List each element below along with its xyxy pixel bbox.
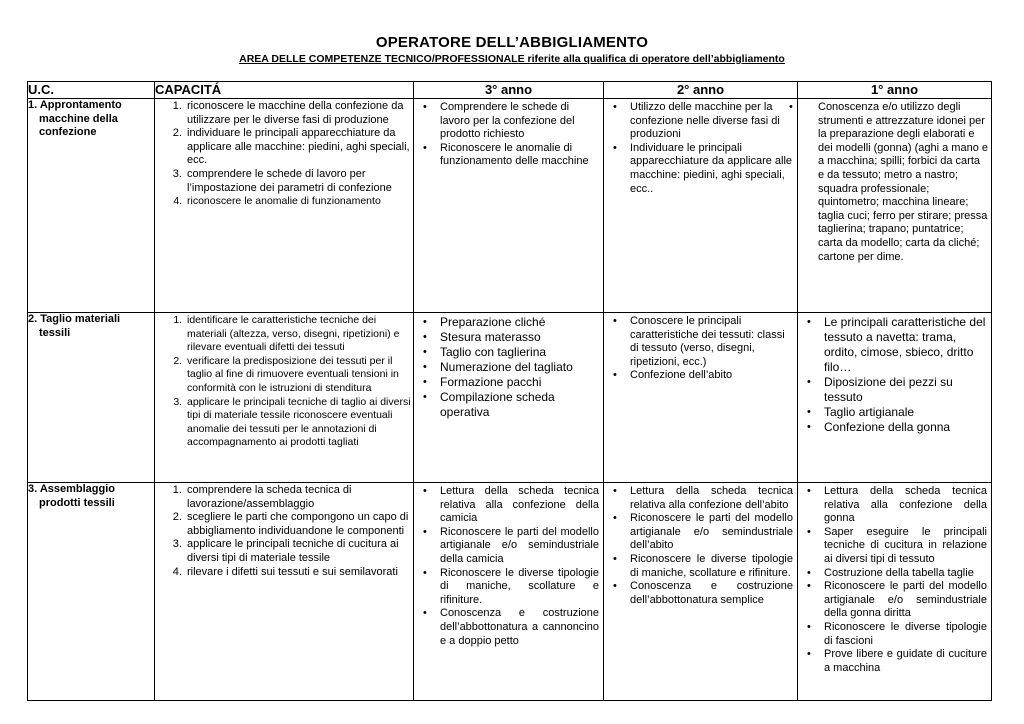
uc-title: 2. Taglio materiali [28, 313, 121, 325]
page-title: OPERATORE DELL’ABBIGLIAMENTO [375, 34, 649, 51]
list-item: 3. applicare le principali tecniche di taglio ai diversi tipi di materiale tessile riconoscere eventuali anomalie dei tessuti per le annotazioni di accompagnamento ai prodotti tagliati [185, 396, 411, 450]
list-item: 4. riconoscere le anomalie di funzionamento [185, 195, 411, 209]
list-item: • Lettura della scheda tecnica relativa alla confezione della gonna [824, 485, 987, 526]
anno3-cell [414, 99, 604, 313]
list-item: 2. individuare le principali apparecchiature da applicare alle macchine: piedini, aghi speciali, ecc. [185, 127, 411, 168]
capacita-cell [155, 99, 414, 313]
list-item: • Conoscenza e costruzione dell’abbottonatura semplice [630, 580, 793, 607]
list-item: • Costruzione della tabella taglie [824, 567, 987, 581]
col-header-uc: U.C. [28, 82, 155, 99]
list-item: • Compilazione scheda operativa [440, 390, 599, 420]
list-item: • Comprendere le schede di lavoro per la confezione del prodotto richiesto [440, 101, 599, 142]
list-item: • Conoscenza e costruzione dell’abbottonatura a cannoncino e a doppio petto [440, 607, 599, 648]
anno3-list [414, 483, 603, 648]
capacita-cell [155, 483, 414, 701]
anno2-list [604, 483, 797, 607]
uc-cell [28, 483, 155, 701]
list-item: • Preparazione cliché [440, 315, 599, 330]
anno3-list [414, 313, 603, 420]
table-row [28, 99, 992, 313]
uc-title: 1. Approntamento [28, 99, 122, 111]
list-item: • Riconoscere le parti del modello artigianale e/o semindustriale della camicia [440, 526, 599, 567]
list-item: • Stesura materasso [440, 330, 599, 345]
list-item: • Conoscere le principali caratteristiche dei tessuti: classi di tessuto (verso, disegni, ripetizioni, ecc.) [630, 315, 793, 369]
anno3-list [414, 99, 603, 169]
anno2-cell [604, 313, 798, 483]
anno3-cell [414, 313, 604, 483]
list-item: • Confezione della gonna [824, 420, 987, 435]
subtitle-underlined: AREA DELLE COMPETENZE TECNICO/PROFESSIONALE [239, 53, 525, 65]
list-item: • Taglio con taglierina [440, 345, 599, 360]
page-subtitle [0, 53, 1024, 65]
list-item: 3. comprendere le schede di lavoro per l’impostazione dei parametri di confezione [185, 168, 411, 195]
list-item: • Individuare le principali apparecchiature da applicare alle macchine: piedini, aghi speciali, ecc.. [630, 142, 793, 196]
list-item: • Numerazione del tagliato [440, 360, 599, 375]
list-item: • Conoscenza e/o utilizzo degli strumenti e attrezzature idonei per la preparazione degli elaborati e dei modelli (gonna) (aghi a mano e a macchina; spilli; forbici da carta e da tessuto; metro a nastro; squadra professionale; quintometro; macchina lineare; taglia cuci; ferro per stirare; pressa taglierina; trapano; puntatrice; carta da modello; carta da cliché; cartone per dime. [806, 101, 988, 264]
list-item: 3. applicare le principali tecniche di cucitura ai diversi tipi di materiale tessile [185, 538, 411, 565]
list-item: • Riconoscere le anomalie di funzionamento delle macchine [440, 142, 599, 169]
list-item: 4. rilevare i difetti sui tessuti e sui semilavorati [185, 566, 411, 580]
anno2-cell [604, 99, 798, 313]
capacita-list [155, 313, 413, 450]
list-item: • Prove libere e guidate di cuciture a macchina [824, 648, 987, 675]
anno2-cell [604, 483, 798, 701]
anno2-list [604, 99, 797, 196]
list-item: • Confezione dell’abito [630, 369, 793, 383]
list-item: 2. scegliere le parti che compongono un capo di abbigliamento individuandone le componenti [185, 511, 411, 538]
list-item: • Taglio artigianale [824, 405, 987, 420]
capacita-cell [155, 313, 414, 483]
table-row [28, 313, 992, 483]
anno1-cell [798, 483, 992, 701]
col-header-anno3: 3° anno [414, 82, 604, 99]
anno1-cell [798, 99, 992, 313]
list-item: • Riconoscere le diverse tipologie di maniche, scollature e rifiniture. [440, 567, 599, 608]
list-item: • Diposizione dei pezzi su tessuto [824, 375, 987, 405]
anno1-list [798, 483, 991, 675]
list-item: • Lettura della scheda tecnica relativa alla confezione della camicia [440, 485, 599, 526]
col-header-anno2: 2° anno [604, 82, 798, 99]
uc-cell [28, 313, 155, 483]
list-item: • Lettura della scheda tecnica relativa alla confezione dell’abito [630, 485, 793, 512]
competence-table [27, 81, 992, 701]
anno1-cell [798, 313, 992, 483]
list-item: • Riconoscere le parti del modello artigianale e/o semindustriale della gonna diritta [824, 580, 987, 621]
capacita-list [155, 99, 413, 209]
col-header-capacita: CAPACITÁ [155, 82, 414, 99]
list-item: • Utilizzo delle macchine per la confezione nelle diverse fasi di produzioni [630, 101, 793, 142]
list-item: 1. riconoscere le macchine della confezione da utilizzare per le diverse fasi di produzione [185, 100, 411, 127]
header-row [28, 82, 992, 99]
list-item: • Le principali caratteristiche del tessuto a navetta: trama, ordito, cimose, sbieco, dritto filo… [824, 315, 987, 375]
anno1-list [798, 99, 991, 264]
subtitle-rest: riferite alla qualifica di operatore dell’abbigliamento [524, 53, 785, 65]
uc-title: 3. Assemblaggio [28, 483, 116, 495]
list-item: • Riconoscere le diverse tipologie di fascioni [824, 621, 987, 648]
uc-title-rest: macchine della confezione [39, 112, 118, 139]
list-item: 1. identificare le caratteristiche tecniche dei materiali (altezza, verso, disegni, ripetizioni) e rilevare eventuali difetti dei tessuti [185, 314, 411, 355]
uc-title-rest: tessili [39, 326, 71, 339]
list-item: • Riconoscere le parti del modello artigianale e/o semindustriale dell’abito [630, 512, 793, 553]
list-item: 1. comprendere la scheda tecnica di lavorazione/assemblaggio [185, 484, 411, 511]
anno2-list [604, 313, 797, 383]
capacita-list [155, 483, 413, 579]
anno1-list [798, 313, 991, 435]
uc-title-rest: prodotti tessili [39, 496, 115, 509]
list-item: • Riconoscere le diverse tipologie di maniche, scollature e rifiniture. [630, 553, 793, 580]
list-item: • Formazione pacchi [440, 375, 599, 390]
uc-cell [28, 99, 155, 313]
list-item: 2. verificare la predisposizione dei tessuti per il taglio al fine di rimuovere eventuali tensioni in conformità con le istruzioni di stenditura [185, 355, 411, 396]
table-row [28, 483, 992, 701]
col-header-anno1: 1° anno [798, 82, 992, 99]
list-item: • Saper eseguire le principali tecniche di cucitura in relazione ai diversi tipi di tessuto [824, 526, 987, 567]
anno3-cell [414, 483, 604, 701]
